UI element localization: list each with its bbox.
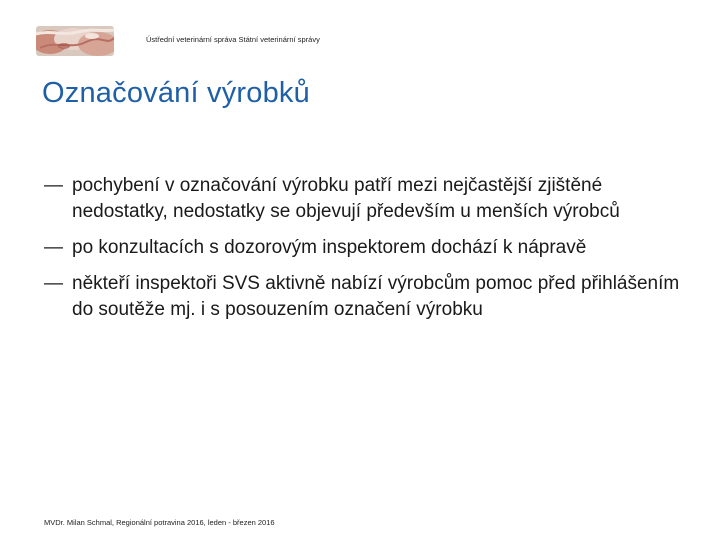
bullet-dash: — [44,175,63,196]
bullet-item [44,173,684,225]
meat-product-photo [36,26,114,56]
footer-text: MVDr. Milan Schmal, Regionální potravina 2016, leden - březen 2016 [44,518,275,527]
bullet-text: někteří inspektoři SVS aktivně nabízí výrobcům pomoc před přihlášením do soutěže mj. i s posouzením označení výrobku [72,273,680,320]
bullet-item [44,235,684,261]
bullet-item [44,271,684,323]
bullet-dash: — [44,273,63,294]
bullet-text: po konzultacích s dozorovým inspektorem dochází k nápravě [72,237,587,258]
page-title: Označování výrobků [42,77,310,109]
bullet-list [44,173,684,333]
bullet-text: pochybení v označování výrobku patří mezi nejčastější zjištěné nedostatky, nedostatky se objevují především u menších výrobců [72,175,620,222]
bullet-dash: — [44,237,63,258]
header-text: Ústřední veterinární správa Státní veterinární správy [146,35,320,44]
